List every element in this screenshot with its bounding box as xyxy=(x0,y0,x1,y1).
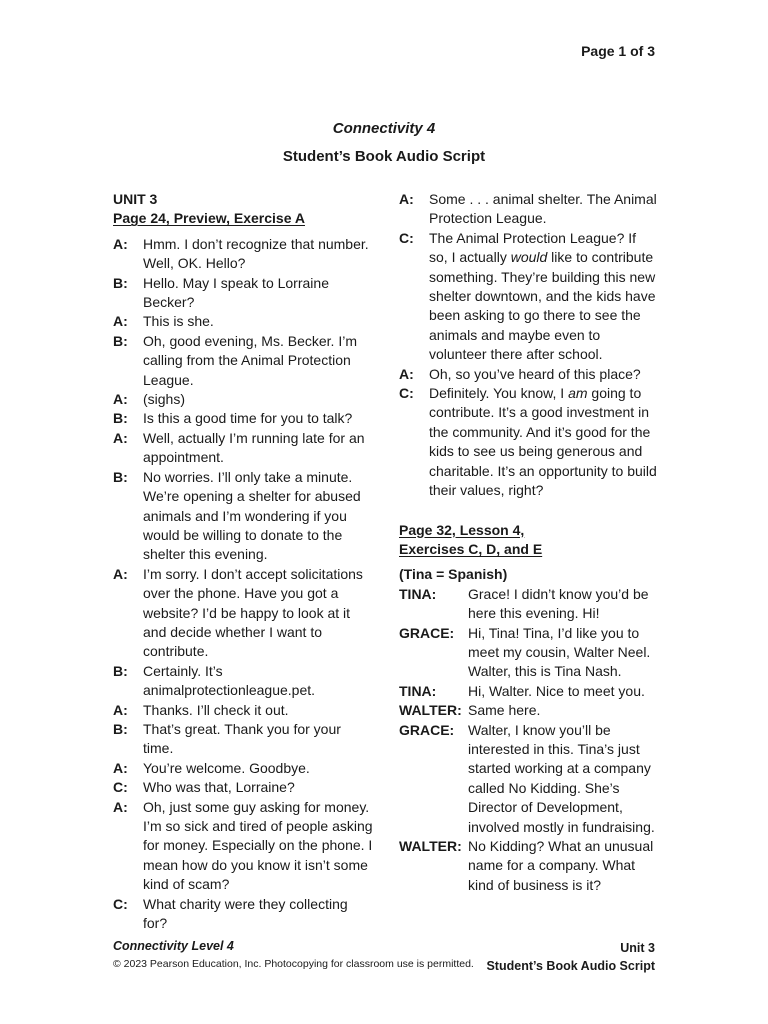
dialogue-line xyxy=(399,624,657,682)
dialogue-text: That’s great. Thank you for your time. xyxy=(143,720,341,757)
dialogue-text: Certainly. It’s animalprotectionleague.pet. xyxy=(143,662,316,699)
speaker-label: B: xyxy=(113,720,128,737)
dialogue-line xyxy=(113,778,373,797)
speaker-label: A: xyxy=(113,235,128,252)
dialogue-text: Thanks. I’ll check it out. xyxy=(143,701,289,718)
dialogue-text-part: going to contribute. It’s a good investment in the community. And it’s good for the kids to see us being generous and charitable. It’s an opportunity to build their values, right? xyxy=(429,385,657,499)
speaker-label: WALTER: xyxy=(399,702,462,719)
speaker-label: A: xyxy=(113,391,128,408)
footer-copyright: © 2023 Pearson Education, Inc. Photocopying for classroom use is permitted. xyxy=(113,958,474,970)
dialogue-text: Oh, good evening, Ms. Becker. I’m calling from the Animal Protection League. xyxy=(143,332,357,388)
dialogue-line xyxy=(113,332,373,390)
right-column xyxy=(399,190,657,895)
speaker-label: B: xyxy=(113,410,128,427)
dialogue-line xyxy=(113,662,373,701)
speaker-label: B: xyxy=(113,468,128,485)
section-heading: Page 24, Preview, Exercise A xyxy=(113,210,305,227)
section-heading: Exercises C, D, and E xyxy=(399,540,543,557)
dialogue-line xyxy=(113,274,373,313)
footer-script-title: Student’s Book Audio Script xyxy=(486,959,655,973)
dialogue-text xyxy=(429,384,657,500)
spacer xyxy=(399,501,657,521)
dialogue-text: What charity were they collecting for? xyxy=(143,895,348,932)
speaker-label: A: xyxy=(399,365,414,382)
speaker-label: WALTER: xyxy=(399,838,462,854)
speaker-label: B: xyxy=(113,662,128,679)
dialogue-line xyxy=(113,235,373,274)
document-subtitle: Student’s Book Audio Script xyxy=(282,148,486,165)
dialogue-text: Hello. May I speak to Lorraine Becker? xyxy=(143,274,329,311)
dialogue-line xyxy=(399,721,657,837)
page-number: Page 1 of 3 xyxy=(581,43,655,59)
speaker-label: A: xyxy=(113,759,128,776)
dialogue-line xyxy=(399,190,657,229)
dialogue-line xyxy=(113,429,373,468)
dialogue-text: Well, actually I’m running late for an appointment. xyxy=(143,429,365,466)
speaker-label: GRACE: xyxy=(399,624,455,641)
footer-unit: Unit 3 xyxy=(620,941,655,955)
dialogue-text: Some . . . animal shelter. The Animal Protection League. xyxy=(429,191,657,227)
speaker-label: TINA: xyxy=(399,585,437,602)
dialogue-text: Hmm. I don’t recognize that number. Well, OK. Hello? xyxy=(143,235,369,272)
speaker-label: C: xyxy=(399,229,414,246)
speaker-label: A: xyxy=(399,191,414,207)
dialogue-text: Hi, Tina! Tina, I’d like you to meet my cousin, Walter Neel. Walter, this is Tina Nash. xyxy=(468,624,651,680)
dialogue-text-part: like to contribute something. They’re building this new shelter downtown, and the kids have been asking to go there to see the animals and maybe even to volunteer there after school. xyxy=(429,249,656,363)
speaker-label: A: xyxy=(113,429,128,446)
emphasized-word: would xyxy=(510,249,548,266)
speaker-label: GRACE: xyxy=(399,721,455,738)
speaker-label: A: xyxy=(113,313,128,330)
dialogue-line xyxy=(113,720,373,759)
dialogue-line xyxy=(399,365,657,384)
dialogue-text: (sighs) xyxy=(143,391,186,408)
speaker-label: A: xyxy=(113,565,128,582)
unit-heading: UNIT 3 xyxy=(113,191,158,207)
section-heading-block xyxy=(399,521,657,560)
dialogue-line xyxy=(113,895,373,934)
dialogue-text: Is this a good time for you to talk? xyxy=(143,410,353,427)
document-title: Connectivity 4 xyxy=(332,120,436,137)
dialogue-line xyxy=(113,312,373,331)
dialogue-text: Oh, so you’ve heard of this place? xyxy=(429,365,641,382)
dialogue-line xyxy=(113,759,373,778)
section-heading-block xyxy=(113,190,373,229)
dialogue-line xyxy=(399,682,657,701)
speaker-label: B: xyxy=(113,274,128,291)
dialogue-line xyxy=(113,565,373,662)
dialogue-text xyxy=(429,229,657,365)
dialogue-text: You’re welcome. Goodbye. xyxy=(143,759,310,776)
dialogue-text-part: Definitely. You know, I xyxy=(429,385,569,402)
dialogue-text: No Kidding? What an unusual name for a company. What kind of business is it? xyxy=(468,838,654,893)
dialogue-line xyxy=(399,229,657,365)
speaker-label: C: xyxy=(113,895,128,912)
dialogue-line xyxy=(113,390,373,409)
dialogue-text: Hi, Walter. Nice to meet you. xyxy=(468,682,645,699)
speaker-label: TINA: xyxy=(399,682,437,699)
dialogue-line xyxy=(113,409,373,428)
dialogue-text: Grace! I didn’t know you’d be here this evening. Hi! xyxy=(468,585,649,622)
speaker-label: B: xyxy=(113,332,128,349)
dialogue-text-part: The Animal Protection League? If so, I actually xyxy=(429,229,637,266)
speaker-label: A: xyxy=(113,701,128,718)
dialogue-text: This is she. xyxy=(143,313,214,330)
dialogue-line xyxy=(399,384,657,500)
dialogue-line xyxy=(399,701,657,720)
dialogue-line xyxy=(113,468,373,565)
speaker-label: C: xyxy=(399,385,414,402)
section-heading: Page 32, Lesson 4, xyxy=(399,521,525,538)
dialogue-line xyxy=(399,585,657,624)
speaker-label: C: xyxy=(113,779,128,796)
dialogue-line xyxy=(113,798,373,895)
language-note: (Tina = Spanish) xyxy=(399,566,508,583)
speaker-label: A: xyxy=(113,798,128,815)
dialogue-line xyxy=(399,837,657,895)
dialogue-text: Who was that, Lorraine? xyxy=(143,779,295,796)
dialogue-text: Walter, I know you’ll be interested in this. Tina’s just started working at a company called No Kidding. She’s Director of Development, involved mostly in fundraising. xyxy=(468,721,655,835)
dialogue-line xyxy=(113,701,373,720)
dialogue-text: I’m sorry. I don’t accept solicitations over the phone. Have you got a website? I’d be happy to look at it and decide whether I want to contribute. xyxy=(143,565,363,660)
dialogue-text: Same here. xyxy=(468,702,541,719)
left-column xyxy=(113,190,373,933)
emphasized-word: am xyxy=(568,385,588,402)
dialogue-text: No worries. I’ll only take a minute. We’re opening a shelter for abused animals and I’m wondering if you would be willing to donate to the shelter this evening. xyxy=(143,468,361,563)
dialogue-text: Oh, just some guy asking for money. I’m so sick and tired of people asking for money. Especially on the phone. I mean how do you know it isn’t some kind of scam? xyxy=(143,798,373,893)
footer-section-label xyxy=(486,939,655,975)
footer-book-title: Connectivity Level 4 xyxy=(113,939,234,953)
